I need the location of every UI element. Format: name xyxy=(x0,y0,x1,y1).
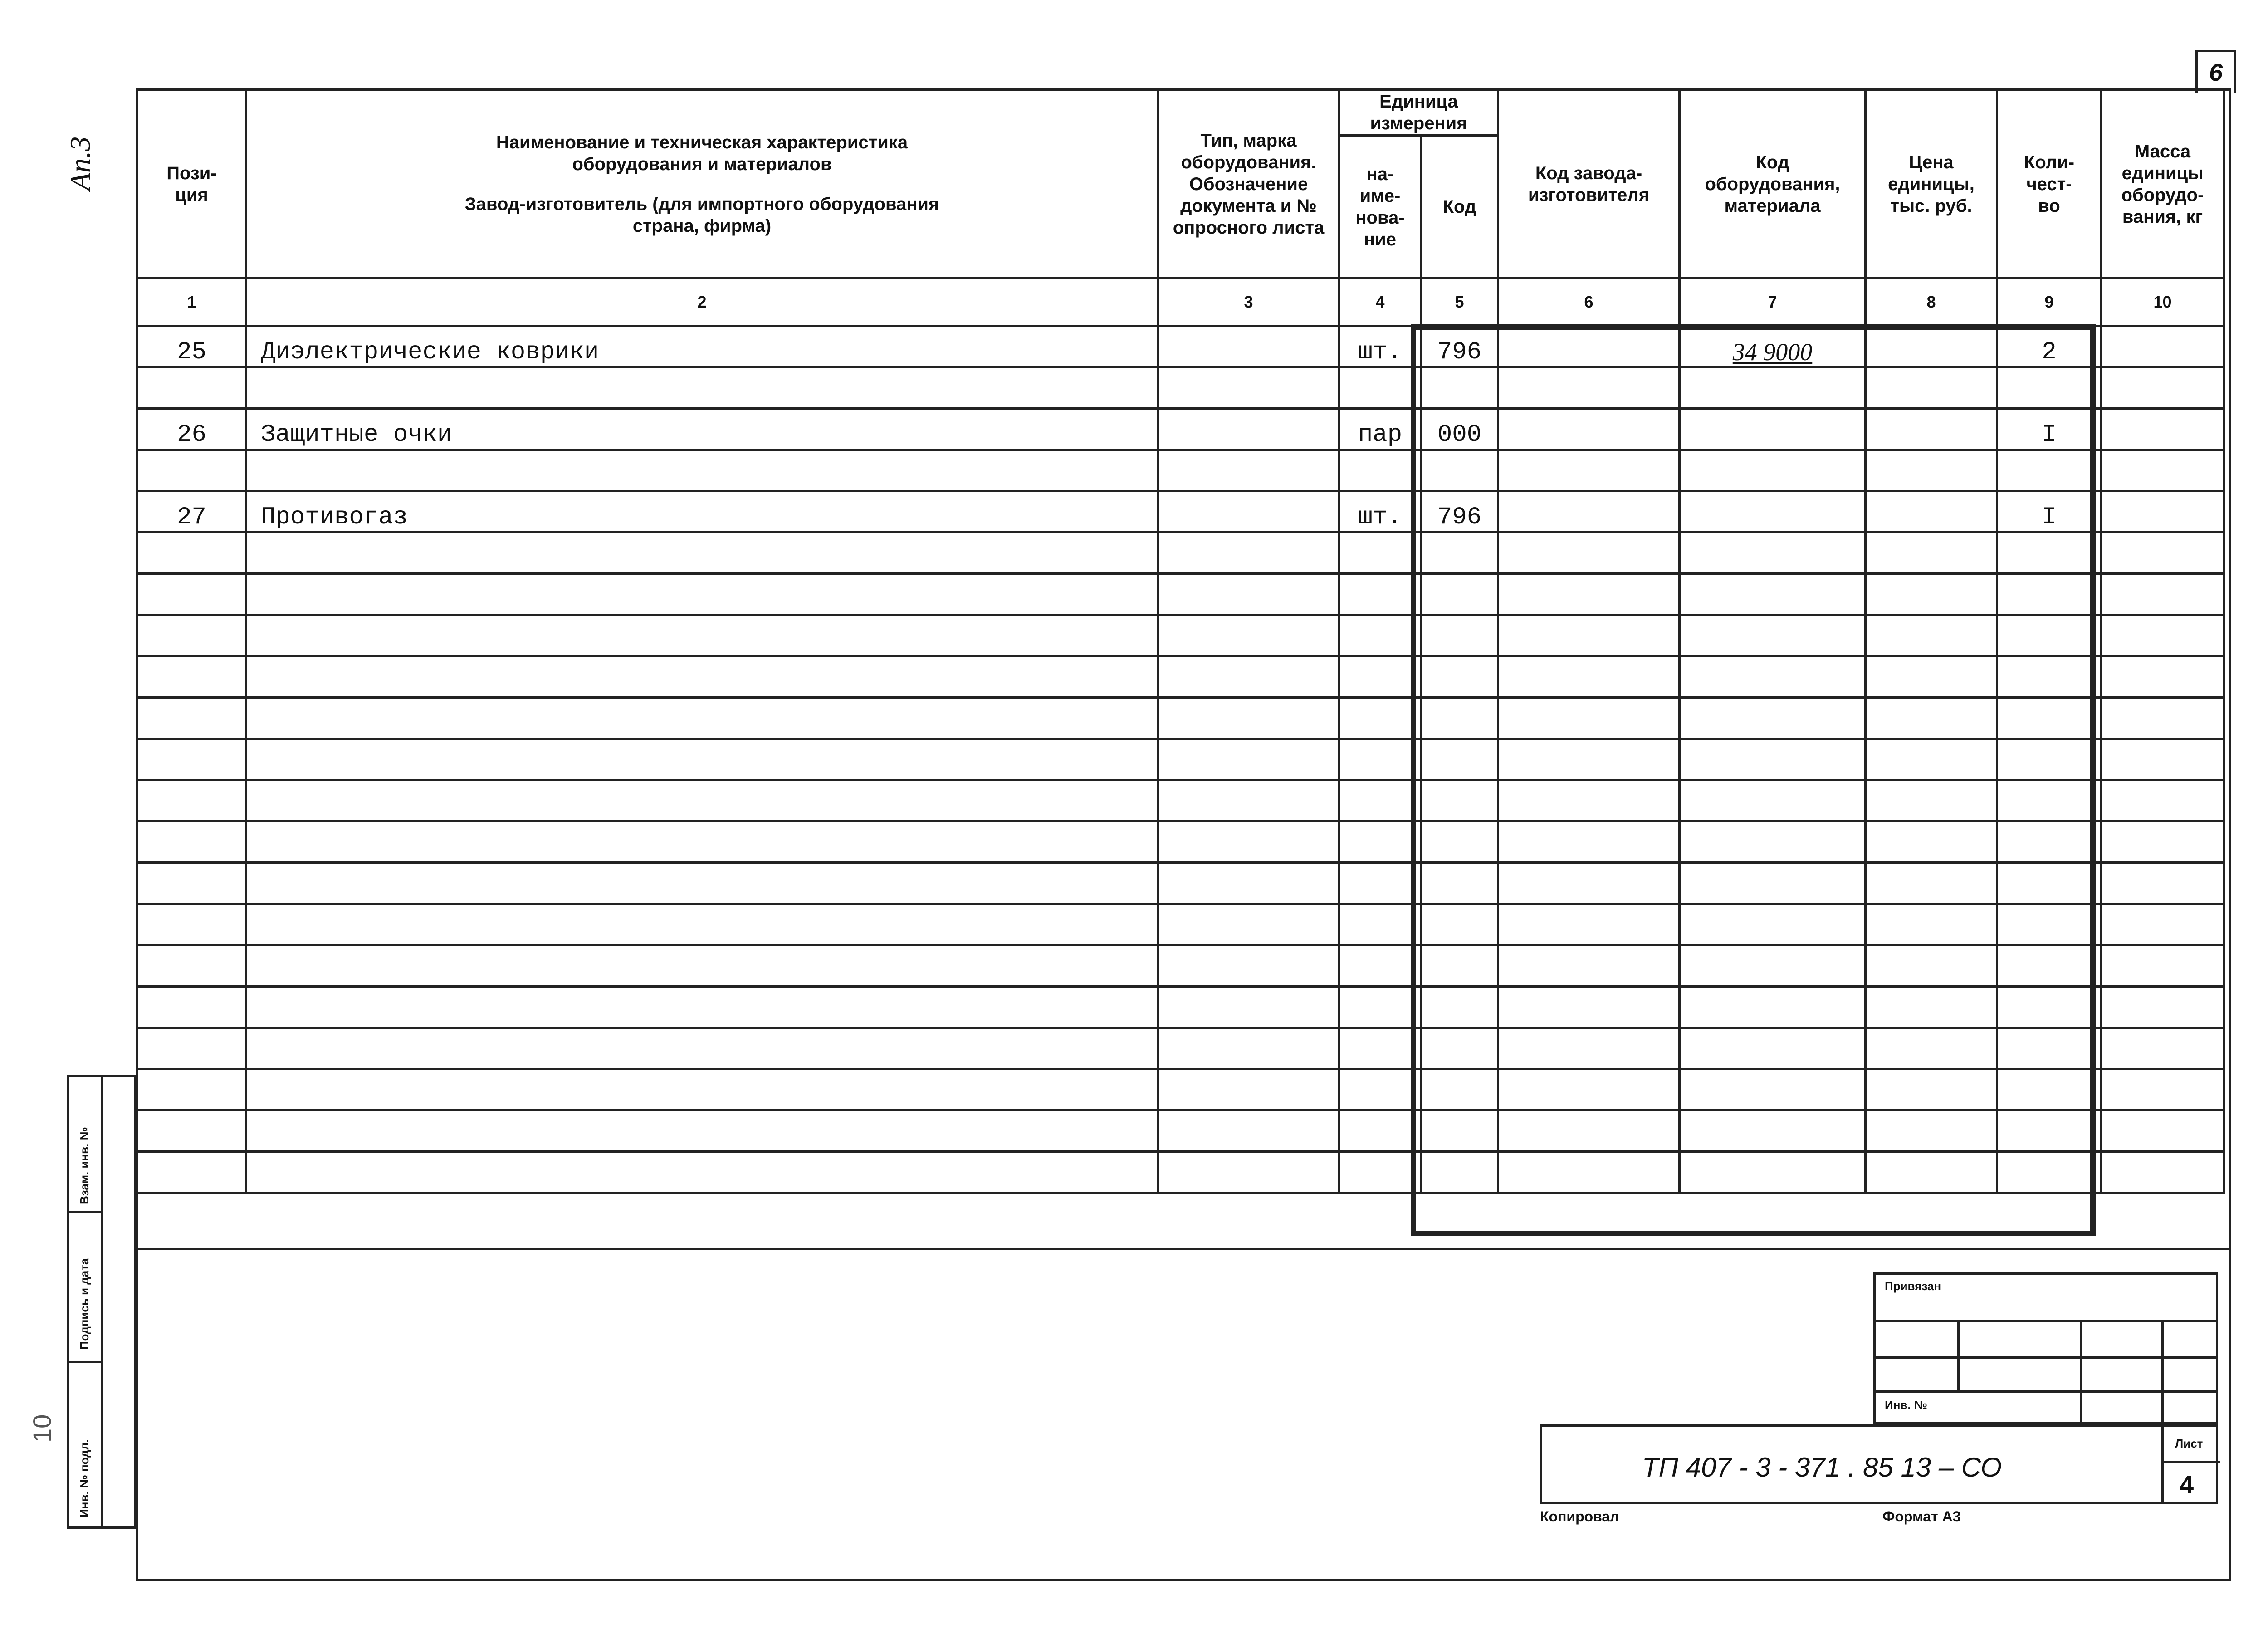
cell-pos xyxy=(137,450,246,491)
linked-vline xyxy=(2080,1320,2082,1424)
table-row xyxy=(137,367,2224,409)
cell-plant xyxy=(1498,409,1680,450)
cell-equip xyxy=(1680,1069,1866,1111)
cell-equip xyxy=(1680,533,1866,574)
cell-plant xyxy=(1498,491,1680,533)
cell-qty xyxy=(1997,1152,2102,1193)
linked-label: Привязан xyxy=(1885,1279,1941,1293)
cell-type xyxy=(1158,656,1339,698)
side-label-signature-date: Подпись и дата xyxy=(78,1258,91,1350)
cell-unit: шт. xyxy=(1339,491,1421,533)
cell-equip xyxy=(1680,615,1866,656)
cell-code xyxy=(1421,615,1498,656)
cell-plant xyxy=(1498,533,1680,574)
side-label-replace-inv: Взам. инв. № xyxy=(78,1127,91,1204)
cell-qty xyxy=(1997,945,2102,987)
table-row xyxy=(137,574,2224,615)
cell-name xyxy=(246,945,1158,987)
cell-unit xyxy=(1339,1152,1421,1193)
cell-mass xyxy=(2102,367,2224,409)
cell-mass xyxy=(2102,780,2224,822)
cell-code: 796 xyxy=(1421,491,1498,533)
linked-block xyxy=(1873,1272,2218,1424)
sheet-line xyxy=(2161,1461,2220,1463)
cell-plant xyxy=(1498,1069,1680,1111)
cell-equip xyxy=(1680,822,1866,863)
cell-unit xyxy=(1339,987,1421,1028)
cell-pos xyxy=(137,615,246,656)
cell-unit xyxy=(1339,904,1421,945)
cell-unit xyxy=(1339,739,1421,780)
cell-mass xyxy=(2102,656,2224,698)
cell-type xyxy=(1158,326,1339,367)
column-number: 8 xyxy=(1866,279,1997,326)
cell-name xyxy=(246,1111,1158,1152)
cell-price xyxy=(1866,904,1997,945)
cell-price xyxy=(1866,533,1997,574)
cell-unit xyxy=(1339,698,1421,739)
table-row xyxy=(137,409,2224,450)
cell-type xyxy=(1158,1028,1339,1069)
cell-mass xyxy=(2102,615,2224,656)
cell-mass xyxy=(2102,904,2224,945)
cell-code xyxy=(1421,739,1498,780)
cell-qty xyxy=(1997,1028,2102,1069)
header-name-line3: Завод-изготовитель (для импортного оборудования xyxy=(464,194,939,214)
cell-name xyxy=(246,698,1158,739)
cell-price xyxy=(1866,367,1997,409)
cell-unit xyxy=(1339,1111,1421,1152)
cell-pos xyxy=(137,1111,246,1152)
cell-price xyxy=(1866,987,1997,1028)
cell-pos xyxy=(137,904,246,945)
table-row xyxy=(137,450,2224,491)
cell-name xyxy=(246,904,1158,945)
cell-qty xyxy=(1997,533,2102,574)
cell-code xyxy=(1421,904,1498,945)
cell-mass xyxy=(2102,863,2224,904)
cell-type xyxy=(1158,615,1339,656)
cell-qty: I xyxy=(1997,491,2102,533)
cell-code xyxy=(1421,1111,1498,1152)
cell-type xyxy=(1158,739,1339,780)
cell-pos xyxy=(137,945,246,987)
cell-pos xyxy=(137,780,246,822)
cell-unit: шт. xyxy=(1339,326,1421,367)
table-row xyxy=(137,1028,2224,1069)
cell-plant xyxy=(1498,822,1680,863)
cell-mass xyxy=(2102,698,2224,739)
column-number: 10 xyxy=(2102,279,2224,326)
cell-mass xyxy=(2102,450,2224,491)
cell-mass xyxy=(2102,1028,2224,1069)
header-type: Тип, марка оборудования. Обозначение документа и № опросного листа xyxy=(1158,90,1339,279)
cell-code xyxy=(1421,822,1498,863)
cell-name xyxy=(246,987,1158,1028)
header-unit-code: Код xyxy=(1421,136,1498,279)
cell-equip xyxy=(1680,863,1866,904)
cell-plant xyxy=(1498,656,1680,698)
cell-mass xyxy=(2102,409,2224,450)
cell-qty xyxy=(1997,904,2102,945)
linked-line xyxy=(1876,1320,2216,1322)
cell-mass xyxy=(2102,326,2224,367)
cell-equip xyxy=(1680,409,1866,450)
cell-qty xyxy=(1997,739,2102,780)
cell-equip xyxy=(1680,491,1866,533)
cell-pos xyxy=(137,367,246,409)
cell-name xyxy=(246,533,1158,574)
cell-pos xyxy=(137,574,246,615)
cell-equip xyxy=(1680,987,1866,1028)
header-name xyxy=(246,90,1158,279)
column-number: 7 xyxy=(1680,279,1866,326)
cell-code xyxy=(1421,987,1498,1028)
table-row xyxy=(137,533,2224,574)
column-number: 2 xyxy=(246,279,1158,326)
cell-code xyxy=(1421,1152,1498,1193)
cell-price xyxy=(1866,1111,1997,1152)
cell-qty xyxy=(1997,450,2102,491)
cell-plant xyxy=(1498,904,1680,945)
cell-unit xyxy=(1339,863,1421,904)
cell-equip xyxy=(1680,739,1866,780)
specification-table xyxy=(136,88,2225,1194)
cell-price xyxy=(1866,1069,1997,1111)
cell-code xyxy=(1421,533,1498,574)
cell-plant xyxy=(1498,1028,1680,1069)
cell-qty xyxy=(1997,863,2102,904)
table-row xyxy=(137,904,2224,945)
cell-pos xyxy=(137,863,246,904)
cell-qty xyxy=(1997,656,2102,698)
cell-price xyxy=(1866,822,1997,863)
cell-code xyxy=(1421,367,1498,409)
cell-name: Противогаз xyxy=(246,491,1158,533)
cell-qty xyxy=(1997,1069,2102,1111)
cell-name xyxy=(246,367,1158,409)
table-row xyxy=(137,863,2224,904)
cell-plant xyxy=(1498,780,1680,822)
cell-price xyxy=(1866,863,1997,904)
cell-equip xyxy=(1680,1028,1866,1069)
cell-name xyxy=(246,1069,1158,1111)
cell-plant xyxy=(1498,863,1680,904)
column-number: 9 xyxy=(1997,279,2102,326)
cell-pos xyxy=(137,987,246,1028)
table-row xyxy=(137,987,2224,1028)
table-row xyxy=(137,739,2224,780)
table-row xyxy=(137,698,2224,739)
cell-plant xyxy=(1498,739,1680,780)
table-bottom-line xyxy=(136,1248,2231,1250)
cell-qty: 2 xyxy=(1997,326,2102,367)
cell-plant xyxy=(1498,326,1680,367)
cell-mass xyxy=(2102,1152,2224,1193)
cell-code xyxy=(1421,1028,1498,1069)
cell-equip xyxy=(1680,1152,1866,1193)
sheet-label: Лист xyxy=(2175,1437,2203,1450)
side-stamp-divider xyxy=(101,1077,103,1526)
cell-price xyxy=(1866,491,1997,533)
cell-unit xyxy=(1339,367,1421,409)
cell-qty xyxy=(1997,1111,2102,1152)
cell-mass xyxy=(2102,533,2224,574)
column-number: 6 xyxy=(1498,279,1680,326)
table-row xyxy=(137,491,2224,533)
cell-equip xyxy=(1680,1111,1866,1152)
cell-plant xyxy=(1498,1111,1680,1152)
cell-name xyxy=(246,450,1158,491)
header-position: Пози- ция xyxy=(137,90,246,279)
cell-pos xyxy=(137,1069,246,1111)
cell-mass xyxy=(2102,739,2224,780)
cell-code xyxy=(1421,1069,1498,1111)
cell-name xyxy=(246,822,1158,863)
cell-type xyxy=(1158,1152,1339,1193)
cell-mass xyxy=(2102,491,2224,533)
table-row xyxy=(137,656,2224,698)
column-number: 5 xyxy=(1421,279,1498,326)
linked-line xyxy=(1876,1390,2216,1393)
cell-plant xyxy=(1498,1152,1680,1193)
cell-plant xyxy=(1498,698,1680,739)
cell-mass xyxy=(2102,574,2224,615)
cell-unit xyxy=(1339,450,1421,491)
cell-code xyxy=(1421,780,1498,822)
document-code: ТП 407 - 3 - 371 . 85 13 – СО xyxy=(1642,1452,2002,1482)
copied-label: Копировал xyxy=(1540,1508,1619,1525)
cell-code xyxy=(1421,574,1498,615)
cell-pos: 27 xyxy=(137,491,246,533)
cell-name xyxy=(246,574,1158,615)
cell-price xyxy=(1866,326,1997,367)
header-name-line4: страна, фирма) xyxy=(632,215,772,236)
cell-type xyxy=(1158,904,1339,945)
cell-qty xyxy=(1997,574,2102,615)
cell-price xyxy=(1866,698,1997,739)
cell-type xyxy=(1158,367,1339,409)
cell-pos xyxy=(137,533,246,574)
cell-price xyxy=(1866,450,1997,491)
header-mass: Масса единицы оборудо-вания, кг xyxy=(2102,90,2224,279)
cell-qty xyxy=(1997,615,2102,656)
cell-code xyxy=(1421,450,1498,491)
cell-price xyxy=(1866,739,1997,780)
cell-mass xyxy=(2102,1069,2224,1111)
cell-equip xyxy=(1680,656,1866,698)
cell-name xyxy=(246,1028,1158,1069)
cell-type xyxy=(1158,491,1339,533)
cell-unit xyxy=(1339,574,1421,615)
cell-name xyxy=(246,739,1158,780)
cell-type xyxy=(1158,987,1339,1028)
cell-equip xyxy=(1680,945,1866,987)
cell-equip xyxy=(1680,367,1866,409)
table-row xyxy=(137,1152,2224,1193)
cell-type xyxy=(1158,1111,1339,1152)
cell-type xyxy=(1158,1069,1339,1111)
cell-equip: 34 9000 xyxy=(1680,326,1866,367)
cell-unit xyxy=(1339,656,1421,698)
cell-qty xyxy=(1997,367,2102,409)
cell-price xyxy=(1866,780,1997,822)
cell-price xyxy=(1866,945,1997,987)
cell-type xyxy=(1158,822,1339,863)
cell-name xyxy=(246,863,1158,904)
cell-type xyxy=(1158,533,1339,574)
cell-mass xyxy=(2102,822,2224,863)
cell-pos xyxy=(137,698,246,739)
header-quantity: Коли- чест- во xyxy=(1997,90,2102,279)
cell-unit xyxy=(1339,822,1421,863)
cell-type xyxy=(1158,698,1339,739)
cell-code xyxy=(1421,656,1498,698)
cell-type xyxy=(1158,409,1339,450)
cell-pos: 26 xyxy=(137,409,246,450)
doc-code-divider xyxy=(2161,1427,2164,1502)
cell-type xyxy=(1158,450,1339,491)
cell-unit: пар xyxy=(1339,409,1421,450)
inv-label: Инв. № xyxy=(1885,1398,1927,1412)
cell-qty xyxy=(1997,987,2102,1028)
table-row xyxy=(137,945,2224,987)
cell-unit xyxy=(1339,780,1421,822)
header-name-line2: оборудования и материалов xyxy=(572,154,832,174)
format-label: Формат А3 xyxy=(1882,1508,1961,1525)
table-row xyxy=(137,615,2224,656)
header-name-line1: Наименование и техническая характеристика xyxy=(496,132,908,152)
cell-equip xyxy=(1680,780,1866,822)
cell-plant xyxy=(1498,987,1680,1028)
cell-plant xyxy=(1498,450,1680,491)
cell-pos: 25 xyxy=(137,326,246,367)
table-row xyxy=(137,780,2224,822)
side-cell-signature xyxy=(69,1213,101,1363)
cell-price xyxy=(1866,574,1997,615)
cell-pos xyxy=(137,656,246,698)
side-label-original-inv: Инв. № подл. xyxy=(78,1439,91,1517)
cell-unit xyxy=(1339,1069,1421,1111)
cell-plant xyxy=(1498,615,1680,656)
header-plant-code: Код завода-изготовителя xyxy=(1498,90,1680,279)
cell-qty xyxy=(1997,780,2102,822)
cell-price xyxy=(1866,615,1997,656)
cell-mass xyxy=(2102,945,2224,987)
cell-qty xyxy=(1997,822,2102,863)
linked-vline xyxy=(1957,1320,1960,1390)
cell-price xyxy=(1866,1028,1997,1069)
sheet-value: 4 xyxy=(2180,1470,2194,1499)
cell-name xyxy=(246,656,1158,698)
table-row xyxy=(137,1111,2224,1152)
cell-code: 796 xyxy=(1421,326,1498,367)
table-row xyxy=(137,326,2224,367)
cell-type xyxy=(1158,780,1339,822)
cell-unit xyxy=(1339,615,1421,656)
cell-pos xyxy=(137,822,246,863)
cell-equip xyxy=(1680,450,1866,491)
header-unit-group: Единица измерения xyxy=(1339,90,1498,136)
table-row xyxy=(137,822,2224,863)
cell-qty xyxy=(1997,698,2102,739)
cell-unit xyxy=(1339,533,1421,574)
cell-code: 000 xyxy=(1421,409,1498,450)
cell-plant xyxy=(1498,574,1680,615)
cell-equip xyxy=(1680,904,1866,945)
cell-pos xyxy=(137,739,246,780)
side-cell-inv xyxy=(69,1363,101,1529)
cell-code xyxy=(1421,863,1498,904)
cell-pos xyxy=(137,1028,246,1069)
side-cell-replace xyxy=(69,1077,101,1213)
specification-body xyxy=(137,326,2224,1193)
cell-name xyxy=(246,615,1158,656)
cell-code xyxy=(1421,945,1498,987)
cell-name: Диэлектрические коврики xyxy=(246,326,1158,367)
cell-qty: I xyxy=(1997,409,2102,450)
inv-number: 10 xyxy=(28,1414,56,1443)
cell-price xyxy=(1866,409,1997,450)
cell-type xyxy=(1158,574,1339,615)
annex-label: Ап.3 xyxy=(64,136,96,191)
header-unit-name: на- име- нова- ние xyxy=(1339,136,1421,279)
cell-name xyxy=(246,1152,1158,1193)
header-equipment-code: Код оборудования, материала xyxy=(1680,90,1866,279)
cell-type xyxy=(1158,863,1339,904)
column-number: 4 xyxy=(1339,279,1421,326)
cell-mass xyxy=(2102,987,2224,1028)
cell-plant xyxy=(1498,945,1680,987)
side-stamp xyxy=(67,1075,136,1529)
cell-name xyxy=(246,780,1158,822)
column-number: 1 xyxy=(137,279,246,326)
cell-unit xyxy=(1339,945,1421,987)
cell-plant xyxy=(1498,367,1680,409)
header-price: Цена единицы, тыс. руб. xyxy=(1866,90,1997,279)
cell-code xyxy=(1421,698,1498,739)
cell-unit xyxy=(1339,1028,1421,1069)
cell-type xyxy=(1158,945,1339,987)
linked-vline xyxy=(2161,1320,2164,1424)
cell-mass xyxy=(2102,1111,2224,1152)
table-row xyxy=(137,1069,2224,1111)
sheet-number-top: 6 xyxy=(2195,50,2236,93)
column-number: 3 xyxy=(1158,279,1339,326)
cell-pos xyxy=(137,1152,246,1193)
cell-price xyxy=(1866,1152,1997,1193)
cell-name: Защитные очки xyxy=(246,409,1158,450)
cell-equip xyxy=(1680,574,1866,615)
cell-price xyxy=(1866,656,1997,698)
linked-line xyxy=(1876,1356,2216,1359)
cell-equip xyxy=(1680,698,1866,739)
